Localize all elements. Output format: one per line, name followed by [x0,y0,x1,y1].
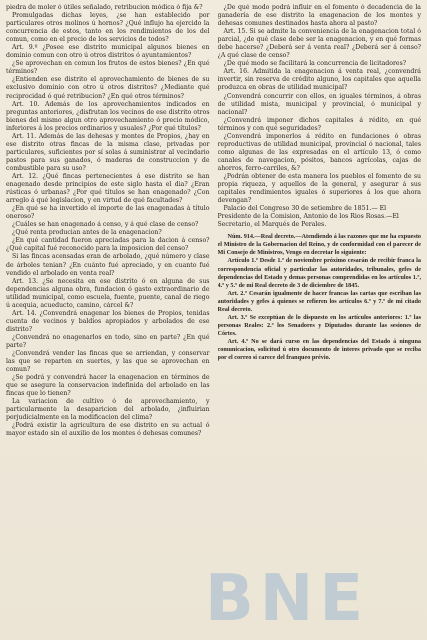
right-column [218,4,422,636]
left-column [6,4,210,636]
paragraph: ¿Podrá existir la agricultura de ese distrito en su actual ó mayor estado sin el auxilio de los montes ó dehesas comunes? [6,422,210,438]
paragraph: ¿De qué modo podrá influir en el fomento ó decadencia de la ganadería de ese distrito la enagenacion de los montes y dehesas comunes destinados hasta ahora al pasto? [217,4,421,28]
paragraph: Art. 16. Admitida la enagenacion á venta real, ¿convendrá invertir, sin reserva de crédito alguno, los capitales que aquella produzca en obras de utilidad municipal? [217,68,421,92]
paragraph: ¿Convendrá imponerlos á rédito en fundaciones ó obras reproductivas de utilidad municipal, provincial ó nacional, tales como algunas de las expresadas en el artículo 13, ó como canales de navegacion, pósitos, bancos agrícolas, cajas de ahorros, ferro-carriles, &? [217,132,421,172]
paragraph: Art. 9.º ¿Posee ese distrito municipal algunos bienes en dominio comun con otro ú otros distritos ó ayuntamientos? [6,44,210,60]
paragraph: ¿En qué cantidad fueron apreciadas para la dacion á censo? ¿Qué capital fué reconocido para la imposicion del censo? [6,237,210,253]
paragraph: Art. 13. ¿Se necesita en ese distrito ó en alguna de sus dependencias alguna obra, fundacion ó gasto extraordinario de utilidad municipal, como escuela, fuente, puente, canal de riego ú acequia, acueducto, camino, cárcel &? [6,277,210,309]
paragraph: ¿Convendrá vender las fincas que se arriendan, y conservar las que se reparten en suertes, y las que se aprovechan en comun? [6,350,210,374]
paragraph: Art. 14. ¿Convendrá enagenar los bienes de Propios, tenidas cuenta de vecinos y baldíos apropiados y arbolados de ese distrito? [6,309,210,333]
decree-heading: Núm. 914.—Real decreto.—Atendiendo á las razones que me ha expuesto el Ministro de la Gobernacion del Reino, y de conformidad con el parecer de Mi Consejo de Ministros, Vengo en decretar lo siguiente: [217,233,421,257]
paragraph: ¿En qué se ha invertido el importe de las enagenadas á título oneroso? [6,205,210,221]
paragraph: Art. 12. ¿Qué fincas pertenecientes á ese distrito se han enagenado desde principios de este siglo hasta el dia? ¿Eran rústicas ó urbanas? ¿Por qué títulos se han enagenado? ¿Con arreglo á qué legislacion, y en virtud de qué facultades? [6,172,210,205]
paragraph: ¿Qué renta producian antes de la enagenacion? [12,229,162,237]
paragraph: Art. 15. Si se admite la conveniencia de la enagenacion total ó parcial, ¿de qué clase debe ser la enagenacion, y en qué formas debe hacerse? ¿Deberá ser á venta real? ¿Deberá ser á censo? ¿A qué clase de censo? [217,28,421,60]
paragraph: ¿Cuáles se han enagenado á censo, y á qué clase de censo? [12,221,199,229]
decree-article: Artículo 1.º Desde 1.º de noviembre próximo cesarán de recibir franca la correspondencia oficial y particular las autoridades, tribunales, gefes de dependencias del Estado y demas personas comprendidas en los artículos 1.º, 4.º y 5.º de mi Real decreto de 3 de diciembre de 1845. [217,257,421,289]
decree-article: Art. 2.º Cesarán igualmente de hacer francas las cartas que escriban las autoridades y gefes á quienes se refieren los artículos 6.º y 7.º de mi citado Real decreto. [217,289,421,313]
paragraph: ¿Convendrá concurrir con ellos, en iguales términos, á obras de utilidad mista, municipal y provincial, ó municipal y nacional? [217,92,421,116]
paragraph: ¿Convendrá imponer dichos capitales á rédito, en qué términos y con qué seguridades? [217,116,421,132]
royal-decree [218,233,422,362]
signature-paragraph: Palacio del Congreso 30 de setiembre de 1851.— El Presidente de la Comision, Antonio de los Rios Rosas.—El Secretario, el Marqués de Perales. [217,205,399,229]
paragraph: Art. 11. Además de las dehesas y montes de Propios, ¿hay en ese distrito otras fincas de la misma clase, privadas por particulares, suficientes por sí solas á suministrar al vecindario pastos para sus ganados, ó maderas de construccion y de combustible para su uso? [6,132,210,172]
decree-article: Art. 4.º No se dará curso en las dependencias del Estado á ninguna comunicacion, solicitud ú otro documento de interes privado que se reciba por el correo si carece del franqueo prévio. [217,337,421,362]
paragraph: ¿Podrán obtener de esta manera los pueblos el fomento de su propia riqueza, y aquellos de la general, y asegurar á sus capitales rendimientos iguales ó superiores á los que ahora devengan? [217,172,421,205]
paragraph: ¿De qué modo se facilitará la concurrencia de licitadores? [223,60,407,68]
paragraph: ¿Se podrá y convendrá hacer la enagenacion en términos de que se asegure la conservacion indefinida del arbolado en las fincas que lo tienen? [6,374,210,398]
library-stamp-watermark: BNE [205,562,370,636]
paragraph: ¿Convendrá no enagenarlos en todo, sino en parte? ¿En qué parte? [6,333,210,349]
paragraph: Si las fincas acensadas eran de arbolado, ¿qué número y clase de árboles tenian? ¿En cuánto fué apreciado, y en cuanto fué vendido el arbolado en venta real? [6,253,210,277]
paragraph: piedra de moler ó útiles señalado, retribucion módica ó fija &? [6,4,203,11]
paragraph: ¿Entienden ese distrito el aprovechamiento de bienes de su exclusivo dominio con otro ú otros distritos? ¿Mediante qué reciprocidad ó qué retribucion? ¿En qué otros términos? [6,76,210,100]
decree-article: Art. 3.º Se exceptúan de lo dispuesto en los artículos anteriores: 1.º las personas Reales: 2.º los Senadores y Diputados durante las sesiones de Córtes. [217,313,421,337]
paragraph: Promulgadas dichas leyes, ¿se han establecido por particulares otros molinos ú hornos? ¿Qué influjo ha ejercido la concurrencia de estos, tanto en los rendimientos de los del comun, como en el precio de los servicios de todos? [6,12,210,44]
paragraph: ¿Se aprovechan en comun los frutos de estos bienes? ¿En qué términos? [6,60,210,76]
paragraph: La variacion de cultivo ó de aprovechamiento, y particularmente la desaparicion del arbolado, ¿influirian perjudicialmente en la modificacion del clima? [6,398,210,422]
paragraph: Art. 10. Además de los aprovechamientos indicados en preguntas anteriores, ¿disfrutan los vecinos de ese distrito otros bienes del mismo algun otro aprovechamiento ó precio módico, inferiores á los precios ordinarios y usuales? ¿Por qué títulos? [6,100,210,132]
